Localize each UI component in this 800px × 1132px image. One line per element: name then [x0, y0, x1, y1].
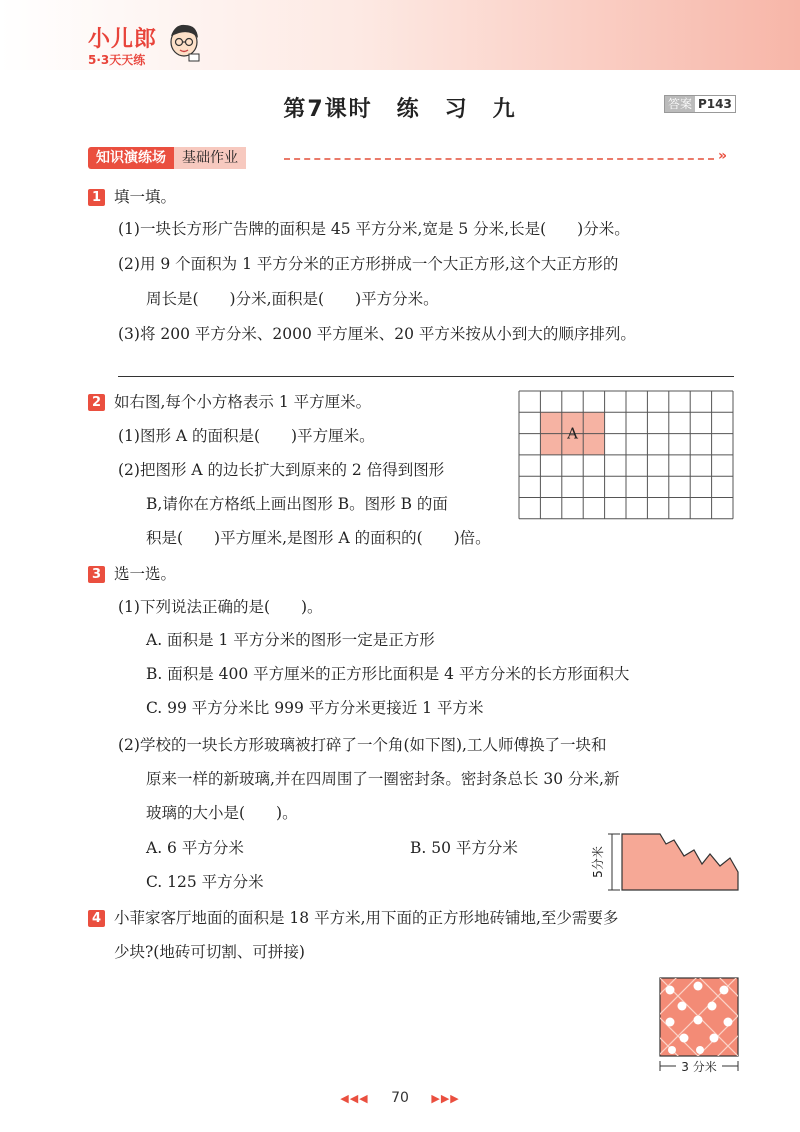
q1-item-1: (1)一块长方形广告牌的面积是 45 平方分米,宽是 5 分米,长是( )分米。 [118, 220, 630, 238]
broken-glass-figure [590, 828, 742, 894]
answer-line [118, 376, 734, 377]
answer-tag-label: 答案 [665, 96, 695, 112]
q2-item-2-cont2: 积是( )平方厘米,是图形 A 的面积的( )倍。 [146, 529, 491, 547]
brand-subtitle: 5·3天天练 [88, 53, 146, 67]
q3-p2-option-b[interactable]: B. 50 平方分米 [410, 839, 518, 857]
question-number-3: 3 [88, 566, 105, 583]
q3-p1-option-a[interactable]: A. 面积是 1 平方分米的图形一定是正方形 [146, 631, 435, 649]
q1-item-3: (3)将 200 平方分米、2000 平方厘米、20 平方米按从小到大的顺序排列。 [118, 325, 636, 343]
q3-p1-option-b[interactable]: B. 面积是 400 平方厘米的正方形比面积是 4 平方分米的长方形面积大 [146, 665, 630, 683]
footer-left-arrows-icon: ◀◀◀ [340, 1092, 369, 1105]
grid-paper[interactable] [518, 390, 734, 520]
answer-tag-page: P143 [698, 97, 732, 111]
q1-title: 填一填。 [114, 188, 177, 206]
brand-logo [88, 22, 157, 68]
page-number: 70 [391, 1090, 409, 1106]
brand-name: 小儿郎 [88, 27, 158, 52]
section-header [88, 147, 246, 169]
question-number-4: 4 [88, 910, 105, 927]
q3-p1-option-c[interactable]: C. 99 平方分米比 999 平方分米更接近 1 平方米 [146, 699, 484, 717]
question-number-2: 2 [88, 394, 105, 411]
figure-a-label: A [567, 424, 578, 443]
section-sublabel: 基础作业 [174, 147, 246, 169]
q2-title: 如右图,每个小方格表示 1 平方厘米。 [114, 393, 372, 411]
floor-tile-figure [658, 976, 742, 1080]
q2-item-1: (1)图形 A 的面积是( )平方厘米。 [118, 427, 375, 445]
tile-width-label: 3 分米 [681, 1060, 717, 1074]
q3-p2-line-2: 原来一样的新玻璃,并在四周围了一圈密封条。密封条总长 30 分米,新 [146, 770, 620, 788]
footer-right-arrows-icon: ▶▶▶ [431, 1092, 460, 1105]
q3-p2-option-a[interactable]: A. 6 平方分米 [146, 839, 244, 857]
page-footer [0, 1090, 800, 1106]
q1-item-2: (2)用 9 个面积为 1 平方分米的正方形拼成一个大正方形,这个大正方形的 [118, 255, 619, 273]
answer-page-tag [664, 95, 736, 113]
chevron-right-icon: » [718, 148, 728, 164]
q4-line-1: 小菲家客厅地面的面积是 18 平方米,用下面的正方形地砖铺地,至少需要多 [114, 909, 619, 927]
q3-title: 选一选。 [114, 565, 177, 583]
section-label: 知识演练场 [88, 147, 174, 169]
q2-item-2-cont: B,请你在方格纸上画出图形 B。图形 B 的面 [146, 495, 448, 513]
lesson-title: 第7课时 练 习 九 [283, 97, 517, 122]
q3-p2-line-1: (2)学校的一块长方形玻璃被打碎了一个角(如下图),工人师傅换了一块和 [118, 736, 607, 754]
question-number-1: 1 [88, 189, 105, 206]
q2-item-2: (2)把图形 A 的边长扩大到原来的 2 倍得到图形 [118, 461, 445, 479]
q3-p2-line-3: 玻璃的大小是( )。 [146, 804, 298, 822]
q1-item-2-cont: 周长是( )分米,面积是( )平方分米。 [146, 290, 439, 308]
height-label: 5分米 [591, 846, 605, 878]
glass-shape [622, 834, 738, 890]
section-divider [284, 158, 714, 160]
q3-p2-option-c[interactable]: C. 125 平方分米 [146, 873, 264, 891]
q3-p1-stem: (1)下列说法正确的是( )。 [118, 598, 323, 616]
q4-line-2: 少块?(地砖可切割、可拼接) [114, 943, 305, 961]
mascot-icon [165, 20, 203, 66]
